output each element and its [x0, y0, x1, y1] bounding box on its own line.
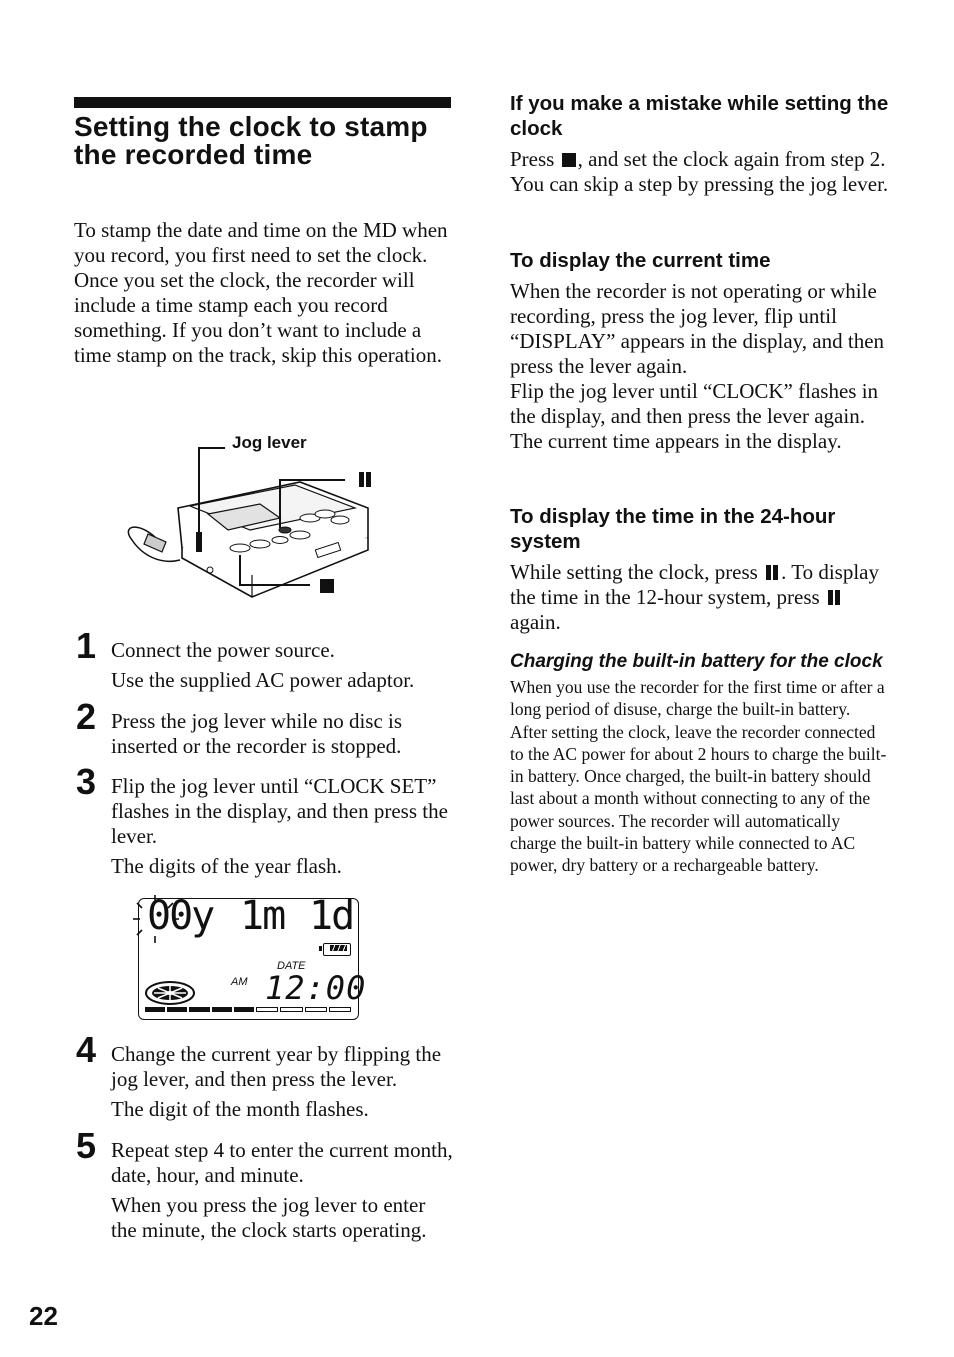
step-number: 5	[76, 1125, 97, 1166]
recorder-illustration	[120, 430, 380, 605]
step-number: 2	[76, 696, 97, 737]
lcd-month: 1m	[240, 893, 285, 939]
battery-icon	[323, 943, 351, 956]
step-1	[74, 625, 454, 693]
intro-paragraph-2: Once you set the clock, the recorder will include a time stamp each you record something. If you don’t want to include a time stamp on the track, skip this operation.	[74, 268, 443, 367]
step-5	[74, 1125, 454, 1243]
charging-section	[510, 650, 890, 877]
24-hour-heading: To display the time in the 24-hour system	[510, 505, 836, 553]
24-hour-text-pre: While setting the clock, press	[510, 560, 764, 584]
intro-paragraph-1: To stamp the date and time on the MD when you record, you first need to set the clock.	[74, 218, 448, 267]
pause-icon	[765, 565, 779, 580]
charging-text: When you use the recorder for the first time or after a long period of disuse, charge the built-in battery. After setting the clock, leave the recorder connected to the AC power for about 2 hours to charge the built-in battery. Once charged, the built-in battery should last about a month without connecting to any of the power sources. The recorder will automatically charge the built-in battery while connected to AC power, dry battery or a rechargeable battery.	[510, 677, 887, 876]
step-2	[74, 696, 454, 759]
mistake-section	[510, 91, 890, 197]
lcd-date-label: DATE	[277, 960, 306, 972]
lcd-year: 00y	[147, 893, 214, 939]
page-number: 22	[29, 1301, 58, 1331]
display-time-heading: To display the current time	[510, 249, 771, 272]
pause-icon	[827, 590, 841, 605]
step-text: Press the jog lever while no disc is inserted or the recorder is stopped.	[111, 709, 403, 758]
24-hour-text	[510, 560, 890, 635]
lcd-display	[138, 893, 367, 1020]
display-time-section	[510, 248, 890, 454]
step-note: The digit of the month flashes.	[111, 1097, 369, 1121]
jog-lever-label: Jog lever	[232, 433, 307, 452]
24-hour-section	[510, 504, 890, 635]
step-number: 3	[76, 761, 97, 802]
lcd-time: 12:00	[265, 969, 367, 1007]
step-note: The digits of the year flash.	[111, 854, 342, 878]
step-4	[74, 1029, 454, 1122]
stop-icon	[318, 579, 336, 597]
lcd-day: 1d	[309, 893, 354, 939]
step-text: Flip the jog lever until “CLOCK SET” flashes in the display, and then press the lever.	[111, 774, 448, 848]
mistake-text-post: , and set the clock again from step 2. You can skip a step by pressing the jog lever.	[510, 147, 889, 196]
24-hour-text-post: again.	[510, 610, 561, 634]
step-text: Connect the power source.	[111, 638, 335, 662]
display-time-paragraph-2: Flip the jog lever until “CLOCK” flashes in the display, and then press the lever again. The current time appears in the display.	[510, 379, 879, 453]
step-number: 1	[76, 625, 97, 666]
step-note: When you press the jog lever to enter the minute, the clock starts operating.	[111, 1193, 427, 1242]
heading-rule	[74, 97, 451, 108]
level-meter	[145, 1007, 351, 1012]
disc-icon	[144, 979, 196, 1007]
pause-icon	[356, 472, 374, 491]
charging-heading: Charging the built-in battery for the clock	[510, 651, 883, 672]
mistake-text-pre: Press	[510, 147, 560, 171]
display-time-paragraph-1: When the recorder is not operating or while recording, press the jog lever, flip until “DISPLAY” appears in the display, and then press the lever again.	[510, 279, 885, 378]
step-text: Change the current year by flipping the jog lever, and then press the lever.	[111, 1042, 442, 1091]
stop-icon	[562, 153, 576, 167]
mistake-heading: If you make a mistake while setting the clock	[510, 92, 889, 140]
lcd-am-label: AM	[231, 976, 248, 988]
intro-text	[74, 218, 454, 368]
step-3	[74, 761, 454, 879]
recorder-drawing	[120, 430, 380, 605]
step-text: Repeat step 4 to enter the current month, date, hour, and minute.	[111, 1138, 453, 1187]
24-hour-text-mid: . To display the time in the 12-hour system, press	[510, 560, 880, 609]
step-note: Use the supplied AC power adaptor.	[111, 668, 415, 692]
mistake-text	[510, 147, 890, 197]
step-number: 4	[76, 1029, 97, 1070]
page-title: Setting the clock to stamp the recorded time	[74, 111, 428, 170]
